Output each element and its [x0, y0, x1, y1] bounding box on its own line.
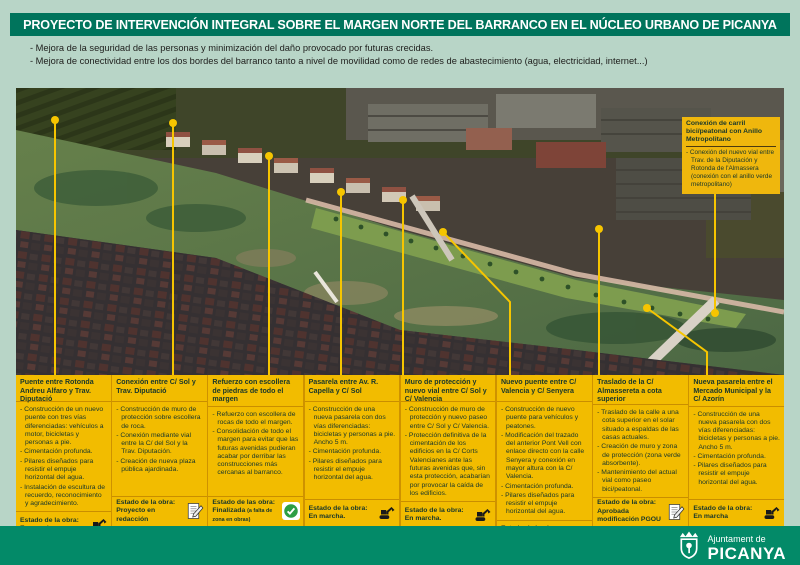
status-text	[597, 499, 665, 524]
intervention-columns	[16, 375, 784, 526]
column-pasarela-capella-sol	[305, 375, 400, 526]
list-item: - Traslado de la calle a una cota superior en el solar situado a espaldas de las casas actuales.	[597, 409, 684, 442]
list-item: - Cimentación profunda.	[20, 448, 107, 456]
list-item: - Refuerzo con escollera de rocas de todo el margen.	[212, 411, 299, 428]
logo-small-text: Ajuntament de	[707, 533, 766, 544]
column-conexion-sol-diputacio	[112, 375, 207, 526]
status-text	[693, 505, 752, 522]
list-item: - Pilares diseñados para resistir el empuje horizontal del agua.	[501, 492, 588, 517]
column-title: Nuevo puente entre C/ Valencia y C/ Senyera	[497, 375, 592, 402]
list-item: - Construcción de un nuevo puente con tres vías diferenciadas: vehículos a motor, bicicletas y personas a pie.	[20, 406, 107, 447]
status-row	[112, 496, 207, 526]
list-item: - Pilares diseñados para resistir el empuje horizontal del agua.	[309, 458, 396, 483]
list-item: - Conexión mediante vial entre la C/ del Sol y la Trav. Diputación.	[116, 432, 203, 457]
status-label: Estado de la obra:	[116, 498, 176, 506]
title-bar	[10, 13, 790, 36]
list-item: - Creación de nueva plaza pública ajardinada.	[116, 458, 203, 475]
status-row	[208, 496, 303, 526]
intro-bullet-2: - Mejora de conectividad entre los dos bordes del barranco tanto a nivel de movilidad como de redes de abastecimiento (agua, electricidad, internet...)	[30, 56, 648, 67]
list-item: - Construcción de muro de protección y nuevo paseo entre C/ Sol y C/ Valencia.	[405, 406, 492, 431]
document-edit-icon	[186, 502, 204, 520]
column-title: Nueva pasarela entre el Mercado Municipal y la C/ Azorín	[689, 375, 784, 407]
column-pasarela-mercado-azorin	[689, 375, 784, 526]
intro-bullets	[30, 42, 770, 69]
logo-big-text: PICANYA	[707, 543, 786, 563]
column-muro-sol-valencia	[401, 375, 496, 526]
check-icon	[282, 502, 300, 520]
column-traslado-almassereta	[593, 375, 688, 526]
column-items	[401, 402, 496, 501]
column-title: Pasarela entre Av. R. Capella y C/ Sol	[305, 375, 400, 402]
picanya-crest-icon	[675, 530, 703, 565]
status-text	[309, 505, 368, 522]
list-item: - Construcción de nuevo puente para vehículos y peatones.	[501, 406, 588, 431]
aerial-photo	[16, 88, 784, 375]
list-item: - Cimentación profunda.	[309, 448, 396, 456]
column-items	[497, 402, 592, 520]
column-puente-valencia-senyera	[497, 375, 592, 526]
map-callout-title: Conexión de carril bici/peatonal con Anillo Metropolitano	[686, 120, 776, 147]
column-items	[593, 405, 688, 497]
column-title: Traslado de la C/ Almassereta a cota superior	[593, 375, 688, 405]
column-title: Conexión entre C/ Sol y Trav. Diputació	[112, 375, 207, 402]
list-item: - Protección definitiva de la cimentación de los edificios en la C/ Corts Valencianes ante las futuras avenidas que, sin esta protección, acabarían por provocar la caída de los edificios.	[405, 432, 492, 498]
list-item: - Construcción de una nueva pasarela con dos vías diferenciadas: bicicletas y personas a pie. Ancho 5 m.	[309, 406, 396, 447]
page-title: PROYECTO DE INTERVENCIÓN INTEGRAL SOBRE EL MARGEN NORTE DEL BARRANCO EN EL NÚCLEO URBANO DE PICANYA	[23, 17, 777, 32]
list-item: - Mantenimiento del actual vial como paseo bici/peatonal.	[597, 469, 684, 494]
excavator-icon	[474, 506, 492, 524]
status-row	[689, 499, 784, 526]
status-label: Estado de las obra:	[212, 498, 276, 506]
list-item: - Instalación de escultura de recuerdo, reconocimiento y agradecimiento.	[20, 484, 107, 509]
column-title: Muro de protección y nuevo vial entre C/ Sol y C/ Valencia	[401, 375, 496, 402]
status-row	[401, 501, 496, 526]
column-items	[689, 407, 784, 500]
column-items	[112, 402, 207, 496]
list-item: - Cimentación profunda.	[501, 483, 588, 491]
footer-bar	[0, 526, 800, 565]
aerial-photo-illustration	[16, 88, 784, 375]
list-item: - Construcción de muro de protección sobre escollera de roca.	[116, 406, 203, 431]
map-callout-body: - Conexión del nuevo vial entre Trav. de la Diputación y Rotonda de l'Almassera (conexión con el anillo verde metropolitano)	[686, 149, 776, 189]
list-item: - Pilares diseñados para resistir el empuje horizontal del agua.	[693, 462, 780, 487]
list-item: - Creación de muro y zona de protección (zona verde absorbente).	[597, 443, 684, 468]
status-value: En marcha.	[308, 513, 346, 520]
document-edit-icon	[667, 503, 685, 521]
status-note: (a falta de zona en obras)	[212, 508, 273, 523]
status-value: En marcha	[693, 513, 729, 520]
column-puente-rotonda	[16, 375, 111, 526]
status-label: Estado de la obra:	[693, 504, 753, 512]
status-text	[116, 499, 184, 524]
list-item: - Modificación del trazado del anterior Pont Vell con enlace directo con la calle Senyera y conexión en mayor altura con la C/ Valencia.	[501, 432, 588, 482]
ajuntament-logo	[675, 530, 786, 565]
excavator-icon	[763, 504, 781, 522]
status-row	[305, 499, 400, 526]
list-item: - Consolidación de todo el margen para evitar que las futuras avenidas pudieran acabar por derribar las construcciones más cercanas al barranco.	[212, 428, 299, 478]
status-row	[593, 497, 688, 526]
map-callout-box	[682, 117, 780, 194]
excavator-icon	[90, 516, 108, 526]
status-text	[405, 507, 464, 524]
column-title: Refuerzo con escollera de piedras de todo el margen	[208, 375, 303, 407]
column-refuerzo-escollera	[208, 375, 303, 526]
status-text	[212, 499, 280, 524]
status-value: En marcha.	[404, 515, 442, 523]
status-label: Estado de la obra:	[308, 504, 368, 512]
excavator-icon	[378, 504, 396, 522]
status-row	[16, 511, 111, 526]
status-value: Proyecto en redacción	[116, 507, 156, 523]
column-title: Puente entre Rotonda Andreu Alfaro y Trav. Diputació	[16, 375, 111, 402]
column-items	[305, 402, 400, 499]
logo-text	[708, 535, 786, 562]
status-label: Estado de la obra:	[597, 499, 657, 507]
column-items	[16, 402, 111, 511]
list-item: - Pilares diseñados para resistir el empuje horizontal del agua.	[20, 458, 107, 483]
status-label: Estado de la obra:	[20, 516, 79, 524]
status-text	[20, 517, 79, 526]
list-item: - Cimentación profunda.	[693, 453, 780, 461]
status-value: Aprobada modificación PGOU	[597, 507, 661, 524]
status-label: Estado de la obra:	[404, 506, 464, 514]
column-items	[208, 407, 303, 496]
list-item: - Construcción de una nueva pasarela con dos vías diferenciadas: bicicletas y personas a pie. Ancho 5 m.	[693, 411, 780, 452]
status-value: Finalizada (a falta de zona en obras)	[212, 507, 273, 523]
intro-bullet-1: - Mejora de la seguridad de las personas y minimización del daño provocado por futuras crecidas.	[30, 43, 434, 53]
